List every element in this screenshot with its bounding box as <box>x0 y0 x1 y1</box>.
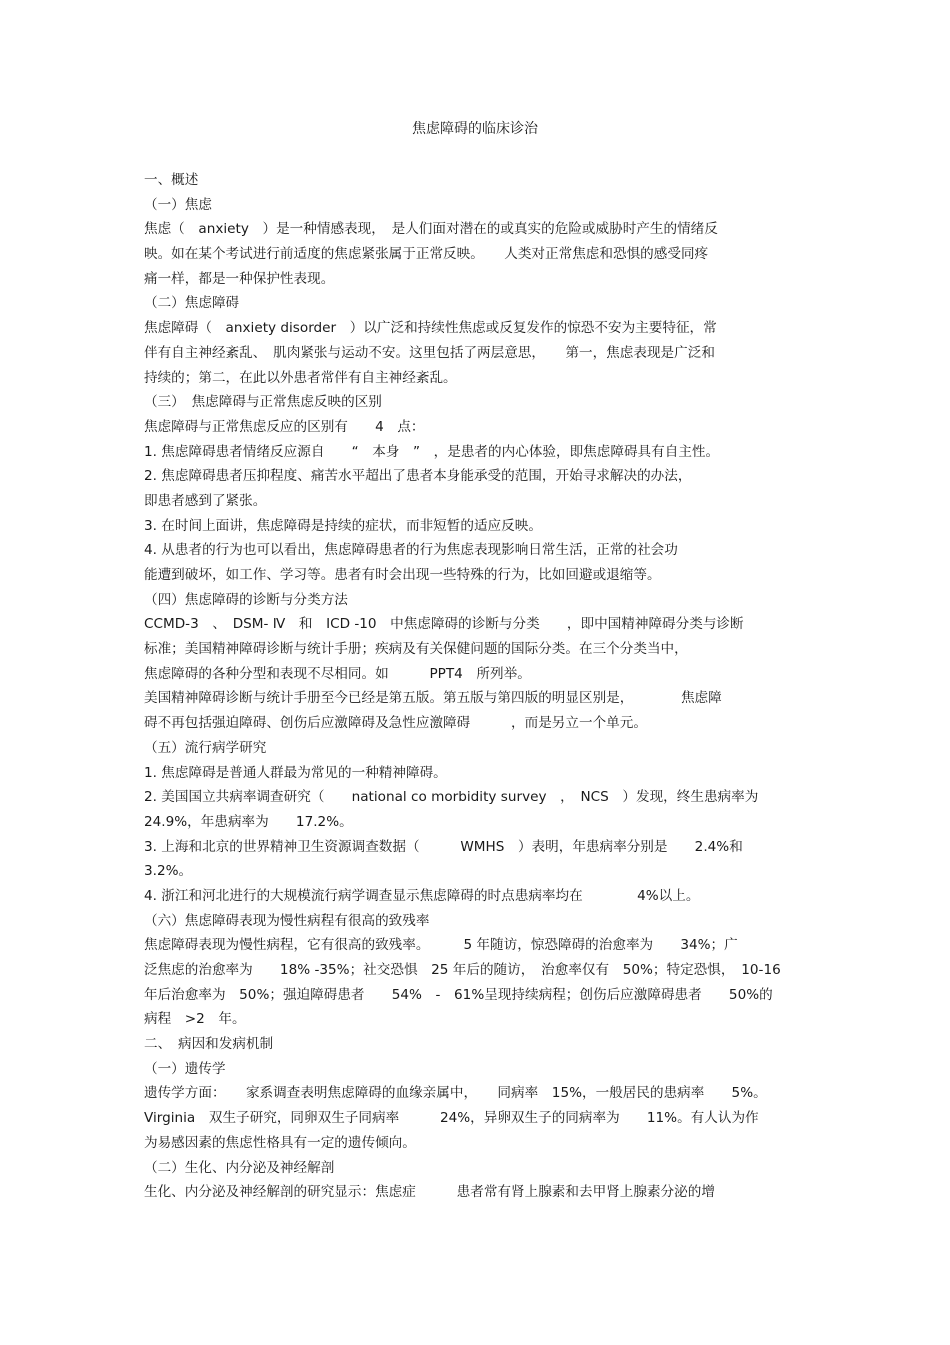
text-line: 病程 >2 年。 <box>144 1011 246 1028</box>
text-line: （六）焦虑障碍表现为慢性病程有很高的致残率 <box>144 912 430 929</box>
text-line: 遗传学方面： 家系调查表明焦虑障碍的血缘亲属中， 同病率 15%，一般居民的患病率 5%。 <box>144 1085 767 1102</box>
text-line: 映。如在某个考试进行前适度的焦虑紧张属于正常反映。 人类对正常焦虑和恐惧的感受同疼 <box>144 246 709 263</box>
text-line: 碍不再包括强迫障碍、创伤后应激障碍及急性应激障碍 ，而是另立一个单元。 <box>144 715 647 732</box>
text-line: 伴有自主神经紊乱、 肌肉紧张与运动不安。这里包括了两层意思， 第一，焦虑表现是广泛和 <box>144 344 715 361</box>
text-line: （二）焦虑障碍 <box>144 295 240 312</box>
text-line: （二）生化、内分泌及神经解剖 <box>144 1159 335 1176</box>
text-line: 持续的；第二，在此以外患者常伴有自主神经紊乱。 <box>144 369 457 386</box>
text-line: 年后治愈率为 50%；强迫障碍患者 54% - 61%呈现持续病程；创伤后应激障碍患者 50%的 <box>144 986 773 1003</box>
text-line: 焦虑障碍的各种分型和表现不尽相同。如 PPT4 所列举。 <box>144 665 531 682</box>
text-line: 痛一样，都是一种保护性表现。 <box>144 270 335 287</box>
document-title: 焦虑障碍的临床诊治 <box>412 121 538 137</box>
text-line: 2. 美国国立共病率调查研究（ national co morbidity survey ， NCS ）发现，终生患病率为 <box>144 789 759 806</box>
text-line: 标准；美国精神障碍诊断与统计手册；疾病及有关保健问题的国际分类。在三个分类当中， <box>144 641 688 658</box>
text-line: 能遭到破坏，如工作、学习等。患者有时会出现一些特殊的行为，比如回避或退缩等。 <box>144 567 661 583</box>
text-line: 为易感因素的焦虑性格具有一定的遗传倾向。 <box>144 1134 416 1151</box>
text-line: Virginia 双生子研究，同卵双生子同病率 24%，异卵双生子的同病率为 11%。有人认为作 <box>144 1110 759 1127</box>
text-line: （四）焦虑障碍的诊断与分类方法 <box>144 591 348 608</box>
text-line: 焦虑（ anxiety ）是一种情感表现， 是人们面对潜在的或真实的危险或威胁时产生的情绪反 <box>144 221 718 238</box>
text-line: 焦虑障碍（ anxiety disorder ）以广泛和持续性焦虑或反复发作的惊恐不安为主要特征，常 <box>144 320 717 337</box>
text-line: （三） 焦虑障碍与正常焦虑反映的区别 <box>144 394 382 411</box>
text-line: 1. 焦虑障碍患者情绪反应源自 “ 本身 ” ，是患者的内心体验，即焦虑障碍具有自主性。 <box>144 443 720 460</box>
text-line: 二、 病因和发病机制 <box>144 1036 274 1053</box>
text-line: 一、概述 <box>144 172 199 188</box>
document-body <box>144 168 812 1205</box>
text-line: 1. 焦虑障碍是普通人群最为常见的一种精神障碍。 <box>144 764 447 781</box>
text-line: 3.2%。 <box>144 863 193 880</box>
text-line: （五）流行病学研究 <box>144 739 267 756</box>
text-line: （一）焦虑 <box>144 196 212 213</box>
text-line: 4. 从患者的行为也可以看出，焦虑障碍患者的行为焦虑表现影响日常生活，正常的社会功 <box>144 542 678 559</box>
text-line: 24.9%，年患病率为 17.2%。 <box>144 813 353 830</box>
text-line: 焦虑障碍表现为慢性病程，它有很高的致残率。 5 年随访，惊恐障碍的治愈率为 34%；广 <box>144 937 738 954</box>
text-line: （一）遗传学 <box>144 1060 226 1077</box>
text-line: 2. 焦虑障碍患者压抑程度、痛苦水平超出了患者本身能承受的范围，开始寻求解决的办法， <box>144 468 692 485</box>
text-line: 3. 上海和北京的世界精神卫生资源调查数据（ WMHS ）表明，年患病率分别是 2.4%和 <box>144 838 743 855</box>
text-line: 焦虑障碍与正常焦虑反应的区别有 4 点： <box>144 418 425 435</box>
text-line: 美国精神障碍诊断与统计手册至今已经是第五版。第五版与第四版的明显区别是， 焦虑障 <box>144 690 722 707</box>
text-line: 即患者感到了紧张。 <box>144 492 267 509</box>
text-line: 3. 在时间上面讲，焦虑障碍是持续的症状，而非短暂的适应反映。 <box>144 517 542 534</box>
text-line: CCMD-3 、 DSM- Ⅳ 和 ICD -10 中焦虑障碍的诊断与分类 ，即中国精神障碍分类与诊断 <box>144 616 744 633</box>
text-line: 生化、内分泌及神经解剖的研究显示：焦虑症 患者常有肾上腺素和去甲肾上腺素分泌的增 <box>144 1184 715 1201</box>
text-line: 泛焦虑的治愈率为 18% -35%；社交恐惧 25 年后的随访， 治愈率仅有 50%；特定恐惧， 10-16 <box>144 962 781 978</box>
text-line: 4. 浙江和河北进行的大规模流行病学调查显示焦虑障碍的时点患病率均在 4%以上。 <box>144 887 700 904</box>
